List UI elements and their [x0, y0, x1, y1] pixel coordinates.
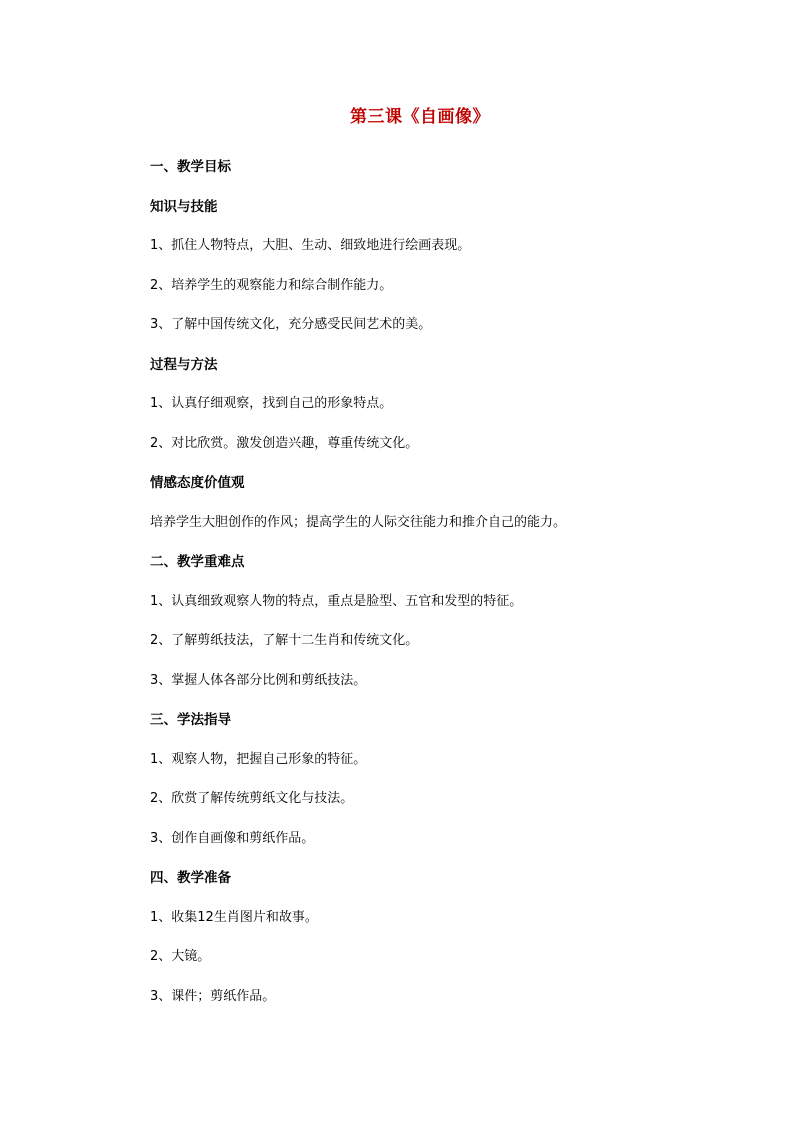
paragraph: 1、抓住人物特点，大胆、生动、细致地进行绘画表现。 [150, 238, 471, 253]
paragraph: 2、培养学生的观察能力和综合制作能力。 [150, 278, 393, 293]
section-heading-teaching-goals: 一、教学目标 [150, 159, 231, 175]
paragraph: 3、掌握人体各部分比例和剪纸技法。 [150, 673, 367, 688]
page-title: 第三课《自画像》 [350, 107, 490, 127]
paragraph: 3、创作自画像和剪纸作品。 [150, 831, 315, 846]
paragraph: 2、对比欣赏。激发创造兴趣，尊重传统文化。 [150, 436, 419, 451]
paragraph: 3、课件；剪纸作品。 [150, 989, 276, 1004]
paragraph: 1、认真细致观察人物的特点，重点是脸型、五官和发型的特征。 [150, 594, 523, 609]
paragraph: 1、收集12生肖图片和故事。 [150, 910, 318, 925]
paragraph: 3、了解中国传统文化，充分感受民间艺术的美。 [150, 317, 432, 332]
paragraph: 2、大镜。 [150, 949, 211, 964]
paragraph: 2、欣赏了解传统剪纸文化与技法。 [150, 791, 354, 806]
paragraph: 2、了解剪纸技法，了解十二生肖和传统文化。 [150, 633, 419, 648]
section-heading-preparation: 四、教学准备 [150, 870, 231, 886]
paragraph: 1、观察人物，把握自己形象的特征。 [150, 752, 367, 767]
section-heading-key-difficulties: 二、教学重难点 [150, 554, 245, 570]
section-heading-study-guidance: 三、学法指导 [150, 712, 231, 728]
paragraph: 培养学生大胆创作的作风；提高学生的人际交往能力和推介自己的能力。 [150, 515, 567, 530]
subheading-knowledge-skills: 知识与技能 [150, 199, 218, 215]
subheading-process-method: 过程与方法 [150, 357, 218, 373]
subheading-emotion-values: 情感态度价值观 [150, 475, 245, 491]
paragraph: 1、认真仔细观察，找到自己的形象特点。 [150, 396, 393, 411]
